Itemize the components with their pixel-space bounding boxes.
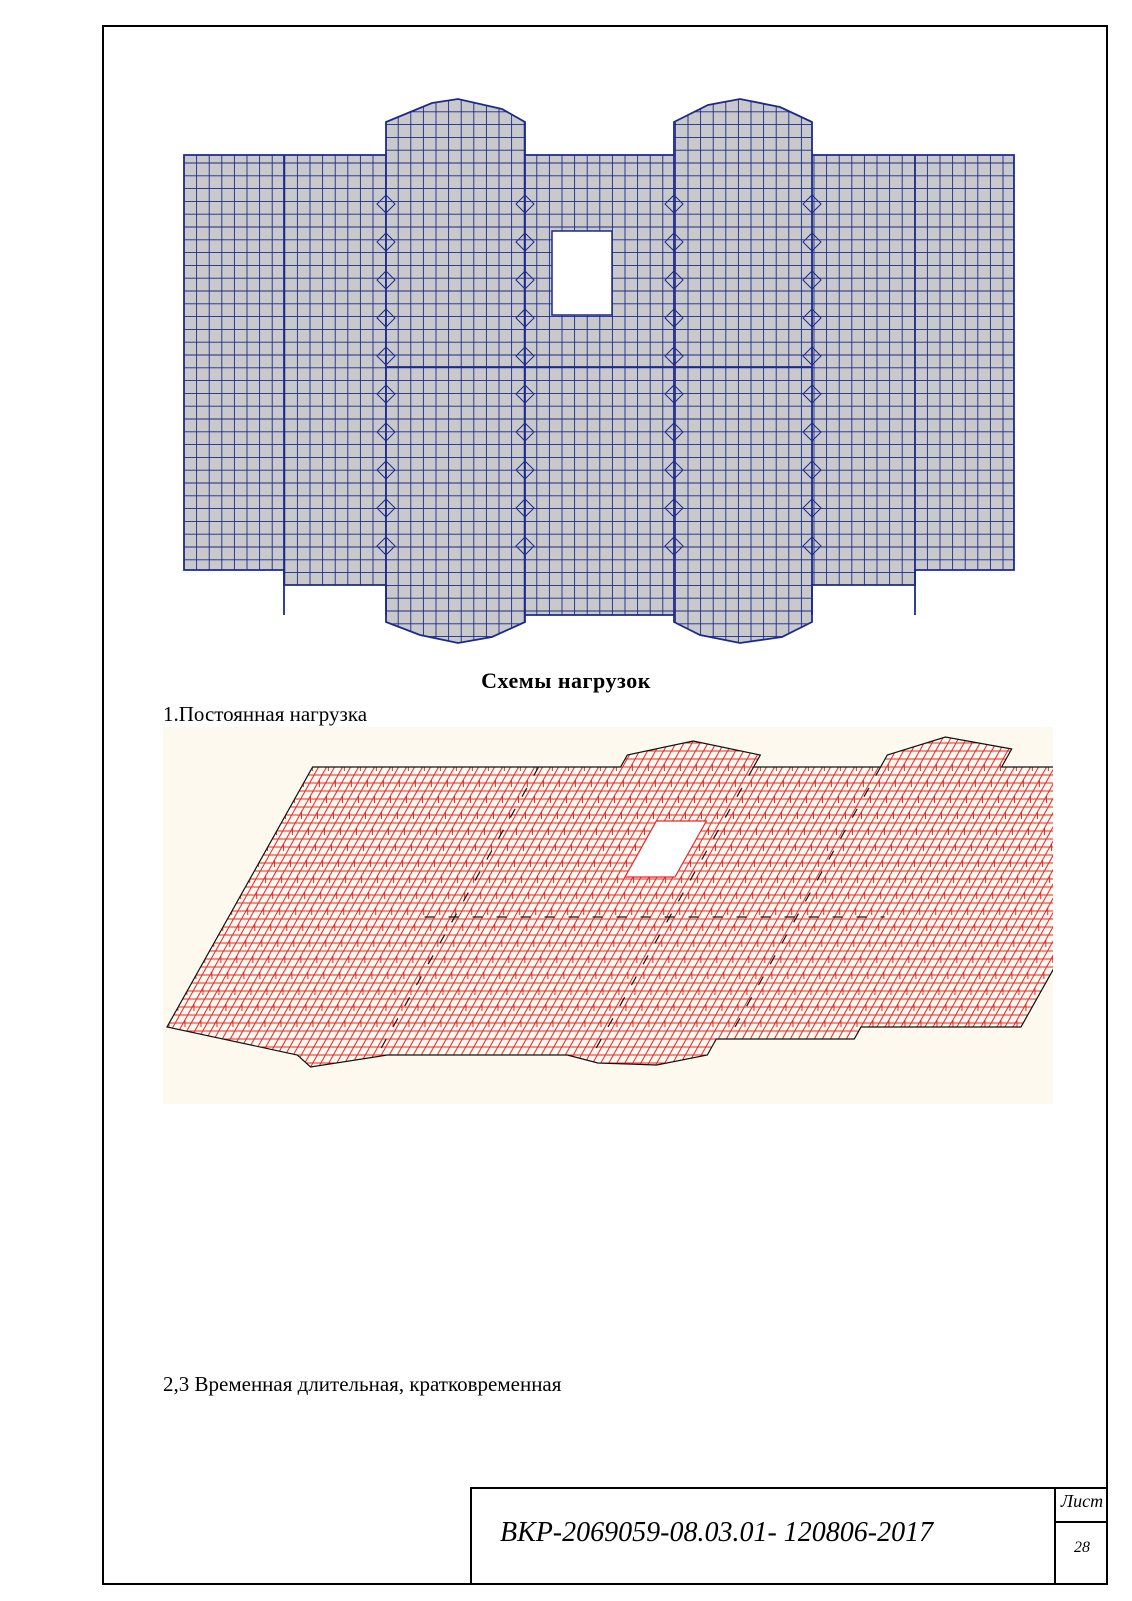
sheet-cell bbox=[1054, 1489, 1108, 1585]
document-code: ВКР-2069059-08.03.01- 120806-2017 bbox=[500, 1517, 934, 1548]
load-case-1-caption: 1.Постоянная нагрузка bbox=[163, 702, 368, 726]
section-heading: Схемы нагрузок bbox=[481, 668, 651, 693]
slab-opening bbox=[552, 231, 612, 315]
title-block bbox=[470, 1487, 1108, 1585]
load-case-2-3-caption: 2,3 Временная длительная, кратковременная bbox=[163, 1372, 562, 1396]
sheet-label: Лист bbox=[1060, 1491, 1104, 1511]
sheet-number: 28 bbox=[1074, 1539, 1090, 1556]
sheet-cell-divider bbox=[1056, 1521, 1108, 1523]
slab-mesh-plan bbox=[180, 95, 1045, 660]
permanent-load-scheme bbox=[163, 727, 1053, 1104]
